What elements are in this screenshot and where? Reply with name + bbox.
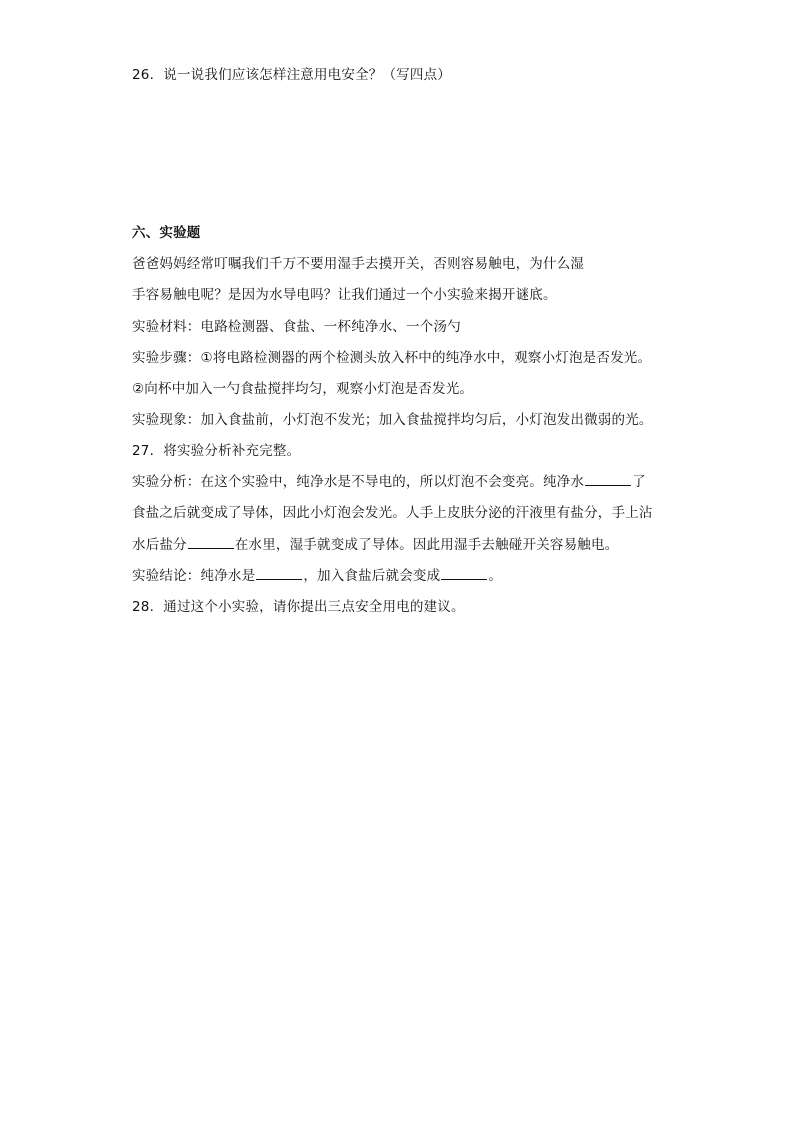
question-28-text: 28．通过这个小实验，请你提出三点安全用电的建议。 [132,599,465,615]
answer-blank-3[interactable] [256,567,302,580]
answer-blank-2[interactable] [188,536,234,549]
analysis-line-2 [132,504,653,522]
analysis-text-3b: 在水里，湿手就变成了导体。因此用湿手去触碰开关容易触电。 [234,537,619,553]
conclusion-text-3: 。 [488,568,503,584]
section-6-title: 六、实验题 [132,225,201,241]
materials-text: 实验材料：电路检测器、食盐、一杯纯净水、一个汤勺 [132,319,461,335]
phenomenon-line [132,411,653,429]
answer-blank-1[interactable] [585,473,631,486]
analysis-text-1a: 实验分析：在这个实验中，纯净水是不导电的，所以灯泡不会变亮。纯净水 [132,474,585,490]
intro-line-2 [132,286,557,304]
analysis-line-1 [132,473,646,491]
answer-blank-4[interactable] [441,567,487,580]
conclusion-line [132,567,502,585]
phenomenon-text: 实验现象：加入食盐前，小灯泡不发光；加入食盐搅拌均匀后，小灯泡发出微弱的光。 [132,412,653,428]
intro-text-2: 手容易触电呢？是因为水导电吗？让我们通过一个小实验来揭开谜底。 [132,287,557,303]
intro-text-1: 爸爸妈妈经常叮嘱我们千万不要用湿手去摸开关，否则容易触电，为什么湿 [132,256,585,272]
question-27-text: 27．将实验分析补充完整。 [132,443,301,459]
conclusion-text-2: ，加入食盐后就会变成 [303,568,441,584]
question-28 [132,598,465,616]
analysis-line-3 [132,536,618,554]
steps-text-2: ②向杯中加入一勺食盐搅拌均匀，观察小灯泡是否发光。 [132,381,474,397]
conclusion-text-1: 实验结论：纯净水是 [132,568,256,584]
question-27 [132,442,300,460]
analysis-text-3a: 水后盐分 [132,537,187,553]
materials-line [132,318,461,336]
steps-line-1 [132,349,651,367]
question-26 [132,66,451,84]
section-title [132,224,201,242]
question-26-text: 26．说一说我们应该怎样注意用电安全？（写四点） [132,67,451,83]
analysis-text-2: 食盐之后就变成了导体，因此小灯泡会发光。人手上皮肤分泌的汗液里有盐分，手上沾 [132,505,653,521]
analysis-text-1b: 了 [632,474,646,490]
steps-line-2 [132,380,473,398]
steps-text-1: 实验步骤：①将电路检测器的两个检测头放入杯中的纯净水中，观察小灯泡是否发光。 [132,350,652,366]
intro-line-1 [132,255,584,273]
